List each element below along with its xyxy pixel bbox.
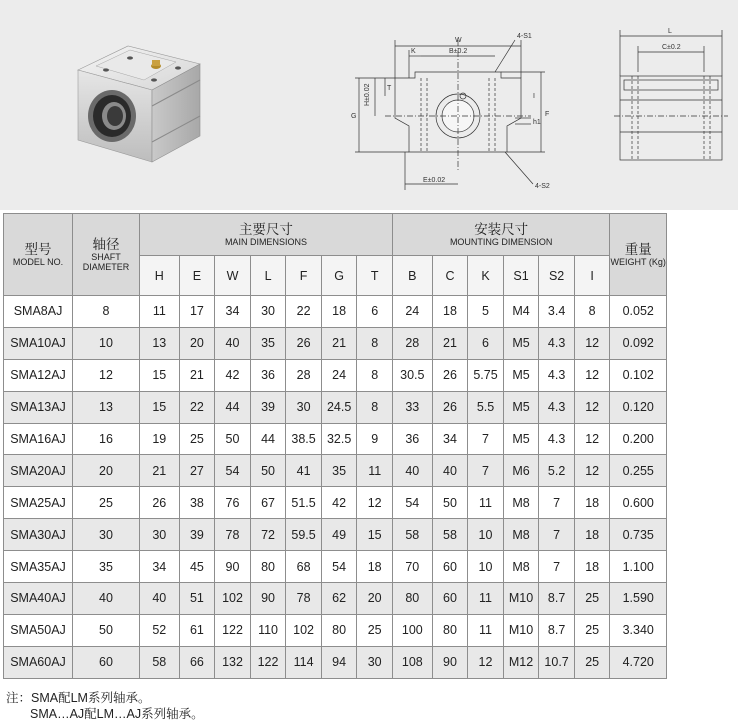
table-cell: 80 — [250, 551, 286, 583]
table-cell: 5.2 — [539, 455, 575, 487]
table-cell: 25 — [574, 646, 610, 678]
table-cell: 18 — [357, 551, 393, 583]
table-cell: 12 — [468, 646, 504, 678]
table-cell: 35 — [250, 327, 286, 359]
table-cell: 76 — [215, 487, 251, 519]
table-cell: 5 — [468, 296, 504, 328]
drawing-area — [0, 0, 738, 210]
label-h1: h1 — [533, 119, 541, 126]
table-cell: 50 — [73, 614, 140, 646]
table-cell: 12 — [574, 359, 610, 391]
table-cell: 59.5 — [286, 519, 322, 551]
table-cell: 58 — [392, 519, 432, 551]
table-cell: 102 — [215, 583, 251, 615]
table-cell: 8.7 — [539, 614, 575, 646]
table-cell: 78 — [215, 519, 251, 551]
table-cell: 61 — [179, 614, 215, 646]
table-cell: 39 — [250, 391, 286, 423]
table-cell: 54 — [321, 551, 357, 583]
table-cell: 7 — [468, 455, 504, 487]
table-cell: 15 — [357, 519, 393, 551]
table-cell: 51 — [179, 583, 215, 615]
table-cell: 114 — [286, 646, 322, 678]
table-cell: 0.092 — [610, 327, 667, 359]
table-cell: 5.75 — [468, 359, 504, 391]
table-cell: 17 — [179, 296, 215, 328]
table-cell: 26 — [139, 487, 179, 519]
table-cell: M5 — [503, 359, 539, 391]
table-cell: 11 — [357, 455, 393, 487]
label-h: H±0.02 — [364, 83, 371, 106]
table-cell: 70 — [392, 551, 432, 583]
table-row — [4, 551, 667, 583]
table-cell: 49 — [321, 519, 357, 551]
table-cell: 11 — [139, 296, 179, 328]
label-b: B±0.2 — [449, 48, 468, 55]
table-cell: 5.5 — [468, 391, 504, 423]
table-cell: 66 — [179, 646, 215, 678]
header-main-dimensions: 主要尺寸 MAIN DIMENSIONS — [139, 214, 392, 256]
table-cell: 12 — [574, 327, 610, 359]
sub-header-l: L — [250, 256, 286, 296]
label-k: K — [411, 48, 416, 55]
sub-header-k: K — [468, 256, 504, 296]
table-cell: 30 — [357, 646, 393, 678]
table-cell: 132 — [215, 646, 251, 678]
table-cell: 10 — [468, 551, 504, 583]
table-cell: 4.3 — [539, 391, 575, 423]
table-cell: 21 — [432, 327, 468, 359]
label-c: C±0.2 — [662, 44, 681, 51]
table-cell: SMA30AJ — [4, 519, 73, 551]
table-cell: 25 — [179, 423, 215, 455]
label-s1: 4-S1 — [517, 33, 532, 40]
table-cell: 12 — [574, 423, 610, 455]
table-cell: 30.5 — [392, 359, 432, 391]
header-mounting-dimension: 安装尺寸 MOUNTING DIMENSION — [392, 214, 609, 256]
table-cell: 36 — [250, 359, 286, 391]
table-cell: SMA40AJ — [4, 583, 73, 615]
table-cell: M8 — [503, 487, 539, 519]
notes — [6, 690, 204, 722]
table-cell: 12 — [73, 359, 140, 391]
label-w: W — [455, 37, 462, 44]
table-cell: 24.5 — [321, 391, 357, 423]
table-cell: 40 — [215, 327, 251, 359]
header-model: 型号 MODEL NO. — [4, 214, 73, 296]
table-cell: 39 — [179, 519, 215, 551]
spec-table — [3, 213, 667, 679]
table-cell: 8 — [357, 327, 393, 359]
table-cell: 28 — [392, 327, 432, 359]
table-cell: SMA35AJ — [4, 551, 73, 583]
table-cell: 0.200 — [610, 423, 667, 455]
table-cell: 8 — [357, 359, 393, 391]
table-cell: 80 — [321, 614, 357, 646]
table-cell: 27 — [179, 455, 215, 487]
note-line-2: SMA…AJ配LM…AJ系列轴承。 — [30, 707, 204, 721]
table-cell: 30 — [250, 296, 286, 328]
table-cell: 18 — [574, 551, 610, 583]
table-cell: 12 — [357, 487, 393, 519]
table-cell: 25 — [574, 614, 610, 646]
table-cell: 44 — [215, 391, 251, 423]
table-cell: 52 — [139, 614, 179, 646]
table-cell: 78 — [286, 583, 322, 615]
table-cell: 6 — [468, 327, 504, 359]
table-cell: 122 — [215, 614, 251, 646]
table-cell: 34 — [432, 423, 468, 455]
table-cell: 35 — [321, 455, 357, 487]
header-shaft: 轴径 SHAFT DIAMETER — [73, 214, 140, 296]
table-cell: M4 — [503, 296, 539, 328]
table-cell: 20 — [357, 583, 393, 615]
table-cell: 0.052 — [610, 296, 667, 328]
product-photo — [68, 36, 218, 176]
table-cell: 24 — [392, 296, 432, 328]
table-row — [4, 646, 667, 678]
table-cell: 90 — [250, 583, 286, 615]
table-cell: 42 — [215, 359, 251, 391]
table-cell: 18 — [574, 487, 610, 519]
label-t: T — [387, 85, 392, 92]
table-cell: 30 — [139, 519, 179, 551]
table-cell: 94 — [321, 646, 357, 678]
table-cell: 0.102 — [610, 359, 667, 391]
table-cell: 20 — [73, 455, 140, 487]
table-cell: 32.5 — [321, 423, 357, 455]
table-cell: 13 — [139, 327, 179, 359]
table-cell: 102 — [286, 614, 322, 646]
table-row — [4, 327, 667, 359]
table-cell: 25 — [357, 614, 393, 646]
table-cell: 9 — [357, 423, 393, 455]
table-cell: 80 — [432, 614, 468, 646]
table-cell: 12 — [574, 455, 610, 487]
table-cell: 51.5 — [286, 487, 322, 519]
table-cell: 11 — [468, 614, 504, 646]
side-view-drawing — [610, 22, 735, 172]
table-cell: 90 — [215, 551, 251, 583]
table-cell: 60 — [432, 551, 468, 583]
table-cell: 41 — [286, 455, 322, 487]
table-cell: 33 — [392, 391, 432, 423]
sub-header-t: T — [357, 256, 393, 296]
table-cell: 4.3 — [539, 423, 575, 455]
table-cell: 18 — [321, 296, 357, 328]
table-cell: 100 — [392, 614, 432, 646]
table-cell: 1.590 — [610, 583, 667, 615]
table-cell: 4.3 — [539, 359, 575, 391]
table-cell: 16 — [73, 423, 140, 455]
table-cell: 18 — [574, 519, 610, 551]
table-cell: 7 — [468, 423, 504, 455]
table-cell: 15 — [139, 391, 179, 423]
table-cell: 0.120 — [610, 391, 667, 423]
sub-header-e: E — [179, 256, 215, 296]
table-cell: M12 — [503, 646, 539, 678]
table-cell: 40 — [432, 455, 468, 487]
table-row — [4, 455, 667, 487]
table-cell: 22 — [286, 296, 322, 328]
table-cell: 54 — [215, 455, 251, 487]
table-cell: 21 — [139, 455, 179, 487]
table-cell: 108 — [392, 646, 432, 678]
note-line-1: 注：SMA配LM系列轴承。 — [6, 691, 151, 705]
table-cell: 18 — [432, 296, 468, 328]
table-cell: 72 — [250, 519, 286, 551]
table-row — [4, 583, 667, 615]
table-cell: 11 — [468, 583, 504, 615]
table-cell: 0.735 — [610, 519, 667, 551]
label-s2: 4-S2 — [535, 183, 550, 190]
table-cell: M5 — [503, 327, 539, 359]
table-cell: 10 — [73, 327, 140, 359]
table-cell: 90 — [432, 646, 468, 678]
table-cell: 26 — [432, 359, 468, 391]
table-cell: 19 — [139, 423, 179, 455]
front-view-drawing — [345, 20, 565, 198]
table-cell: 6 — [357, 296, 393, 328]
table-cell: 8 — [357, 391, 393, 423]
table-cell: 20 — [179, 327, 215, 359]
table-cell: 7 — [539, 487, 575, 519]
sub-header-i: I — [574, 256, 610, 296]
table-cell: 0.255 — [610, 455, 667, 487]
table-cell: M6 — [503, 455, 539, 487]
table-cell: 45 — [179, 551, 215, 583]
table-cell: 68 — [286, 551, 322, 583]
table-cell: SMA13AJ — [4, 391, 73, 423]
table-cell: 26 — [286, 327, 322, 359]
label-g: G — [351, 113, 357, 120]
table-cell: 12 — [574, 391, 610, 423]
table-cell: 8 — [574, 296, 610, 328]
table-cell: M10 — [503, 583, 539, 615]
table-cell: 28 — [286, 359, 322, 391]
table-cell: 24 — [321, 359, 357, 391]
table-row — [4, 614, 667, 646]
table-cell: 3.4 — [539, 296, 575, 328]
table-cell: 62 — [321, 583, 357, 615]
table-cell: 21 — [321, 327, 357, 359]
label-e: E±0.02 — [423, 177, 446, 184]
table-cell: 36 — [392, 423, 432, 455]
table-cell: 13 — [73, 391, 140, 423]
sub-header-s2: S2 — [539, 256, 575, 296]
table-cell: 4.3 — [539, 327, 575, 359]
table-cell: M8 — [503, 551, 539, 583]
table-row — [4, 296, 667, 328]
table-cell: M10 — [503, 614, 539, 646]
sub-header-s1: S1 — [503, 256, 539, 296]
table-cell: 40 — [139, 583, 179, 615]
sub-header-h: H — [139, 256, 179, 296]
table-cell: SMA60AJ — [4, 646, 73, 678]
table-cell: 42 — [321, 487, 357, 519]
table-cell: 30 — [286, 391, 322, 423]
table-cell: 10 — [468, 519, 504, 551]
table-cell: 3.340 — [610, 614, 667, 646]
table-cell: 7 — [539, 551, 575, 583]
table-cell: 4.720 — [610, 646, 667, 678]
table-cell: 122 — [250, 646, 286, 678]
table-cell: 60 — [73, 646, 140, 678]
table-cell: 40 — [73, 583, 140, 615]
table-cell: SMA25AJ — [4, 487, 73, 519]
table-cell: 30 — [73, 519, 140, 551]
table-cell: SMA10AJ — [4, 327, 73, 359]
table-cell: 25 — [73, 487, 140, 519]
table-cell: 8 — [73, 296, 140, 328]
table-row — [4, 423, 667, 455]
table-cell: 1.100 — [610, 551, 667, 583]
table-cell: SMA8AJ — [4, 296, 73, 328]
table-row — [4, 519, 667, 551]
table-cell: 10.7 — [539, 646, 575, 678]
table-cell: SMA12AJ — [4, 359, 73, 391]
table-cell: 67 — [250, 487, 286, 519]
table-row — [4, 391, 667, 423]
table-row — [4, 487, 667, 519]
table-cell: 34 — [139, 551, 179, 583]
table-cell: M8 — [503, 519, 539, 551]
table-cell: 34 — [215, 296, 251, 328]
table-cell: 40 — [392, 455, 432, 487]
label-l: L — [668, 28, 672, 35]
table-cell: SMA50AJ — [4, 614, 73, 646]
table-cell: 54 — [392, 487, 432, 519]
table-cell: 38.5 — [286, 423, 322, 455]
table-cell: SMA20AJ — [4, 455, 73, 487]
table-cell: 25 — [574, 583, 610, 615]
sub-header-c: C — [432, 256, 468, 296]
table-cell: 15 — [139, 359, 179, 391]
sub-header-b: B — [392, 256, 432, 296]
sub-header-f: F — [286, 256, 322, 296]
label-i: I — [533, 93, 535, 100]
sub-header-w: W — [215, 256, 251, 296]
table-cell: 21 — [179, 359, 215, 391]
table-cell: 50 — [250, 455, 286, 487]
table-cell: M5 — [503, 391, 539, 423]
table-cell: 58 — [139, 646, 179, 678]
table-cell: 26 — [432, 391, 468, 423]
table-cell: 44 — [250, 423, 286, 455]
table-body — [4, 296, 667, 679]
table-cell: SMA16AJ — [4, 423, 73, 455]
table-cell: 8.7 — [539, 583, 575, 615]
sub-header-g: G — [321, 256, 357, 296]
table-cell: 35 — [73, 551, 140, 583]
table-cell: 50 — [432, 487, 468, 519]
table-cell: M5 — [503, 423, 539, 455]
table-cell: 22 — [179, 391, 215, 423]
table-cell: 110 — [250, 614, 286, 646]
table-cell: 80 — [392, 583, 432, 615]
label-f: F — [545, 111, 550, 118]
table-cell: 58 — [432, 519, 468, 551]
table-cell: 0.600 — [610, 487, 667, 519]
table-cell: 7 — [539, 519, 575, 551]
table-row — [4, 359, 667, 391]
header-weight: 重量 WEIGHT (Kg) — [610, 214, 667, 296]
table-cell: 11 — [468, 487, 504, 519]
table-cell: 60 — [432, 583, 468, 615]
table-cell: 50 — [215, 423, 251, 455]
table-cell: 38 — [179, 487, 215, 519]
